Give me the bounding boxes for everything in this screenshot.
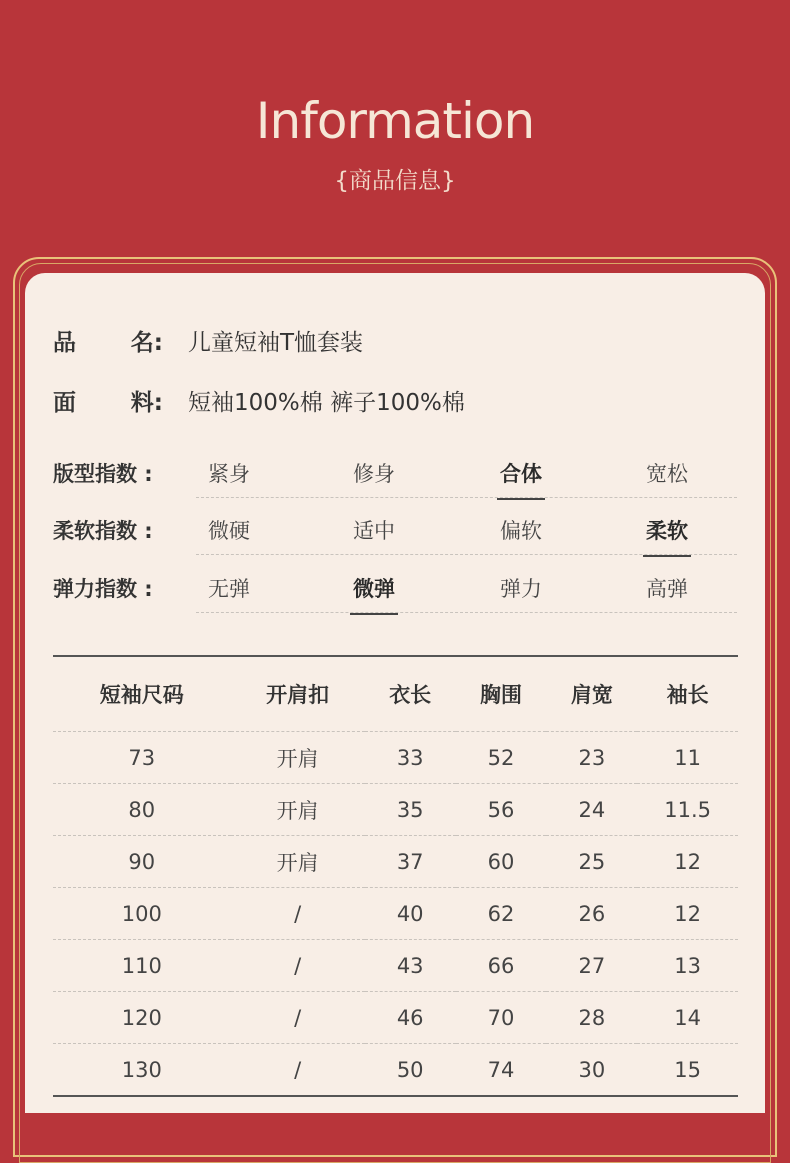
index-row [53,458,737,498]
index-option: 宽松 [646,462,688,486]
label-part: 料: [130,390,163,416]
index-option: 微硬 [208,519,250,543]
table-row [53,940,738,992]
table-row [53,888,738,940]
index-option: 适中 [353,519,395,543]
table-header-cell: 衣长 [365,656,456,732]
table-cell: 110 [53,940,231,992]
table-cell: 70 [456,992,547,1044]
size-table [53,655,738,1097]
table-row [53,992,738,1044]
table-cell: 33 [365,732,456,784]
table-cell: 27 [546,940,637,992]
table-cell: 25 [546,836,637,888]
table-cell: / [231,992,365,1044]
index-label: 版型指数 : [53,462,153,486]
index-option: 紧身 [208,462,250,486]
product-name-label [53,324,188,357]
index-option: 高弹 [646,577,688,601]
table-cell: 90 [53,836,231,888]
table-cell: / [294,1057,302,1082]
table-cell: 46 [365,992,456,1044]
table-cell: 14 [637,992,738,1044]
table-cell: / [231,940,365,992]
table-row [53,784,738,836]
page-subtitle: {商品信息} [334,168,456,194]
table-cell: 43 [365,940,456,992]
table-cell: 开肩 [231,732,365,784]
table-cell: 60 [456,836,547,888]
index-row [53,573,737,613]
index-option: 无弹 [208,577,250,601]
table-cell: 11 [637,732,738,784]
table-cell: 74 [487,1057,515,1082]
table-header-cell: 袖长 [637,656,738,732]
label-part: 品 [53,330,76,356]
index-divider [196,497,737,498]
index-label: 弹力指数 : [53,577,153,601]
table-cell: 37 [365,836,456,888]
table-cell: 100 [53,888,231,940]
table-row [53,732,738,784]
table-cell: / [231,888,365,940]
table-header-row [53,656,738,732]
table-header-cell: 短袖尺码 [53,656,231,732]
table-cell: 30 [578,1057,606,1082]
table-cell: 24 [546,784,637,836]
fabric-value: 短袖100%棉 裤子100%棉 [188,390,465,416]
table-cell: 50 [396,1057,424,1082]
table-cell: 66 [456,940,547,992]
table-cell: 80 [53,784,231,836]
table-cell: 120 [53,992,231,1044]
table-cell: 130 [121,1057,162,1082]
table-cell: 73 [53,732,231,784]
table-cell: 12 [637,888,738,940]
index-option: 偏软 [500,519,542,543]
table-row [53,836,738,888]
label-part: 面 [53,390,76,416]
index-option: 弹力 [500,577,542,601]
table-cell: 12 [637,836,738,888]
index-option-selected: 微弹 [353,573,395,603]
page-title: Information [255,92,535,150]
table-cell: 56 [456,784,547,836]
index-option: 修身 [353,462,395,486]
table-cell: 35 [365,784,456,836]
fabric-label [53,384,188,417]
table-header-cell: 开肩扣 [231,656,365,732]
table-header-cell: 胸围 [456,656,547,732]
table-cell: 28 [546,992,637,1044]
table-header-cell: 肩宽 [546,656,637,732]
table-cell: 52 [456,732,547,784]
label-part: 名: [130,330,163,356]
table-cell: 26 [546,888,637,940]
product-name-value: 儿童短袖T恤套装 [188,330,364,356]
table-cell: 11.5 [637,784,738,836]
index-divider [196,612,737,613]
product-name-row [53,324,363,357]
index-label: 柔软指数 : [53,519,153,543]
table-row [53,1044,738,1097]
fabric-row [53,384,465,417]
index-option-selected: 合体 [500,458,542,488]
table-cell: 13 [637,940,738,992]
table-cell: 62 [456,888,547,940]
index-option-selected: 柔软 [646,515,688,545]
table-cell: 40 [365,888,456,940]
table-cell: 开肩 [231,836,365,888]
table-cell: 15 [674,1057,702,1082]
table-cell: 23 [546,732,637,784]
index-row [53,515,737,555]
table-cell: 开肩 [231,784,365,836]
